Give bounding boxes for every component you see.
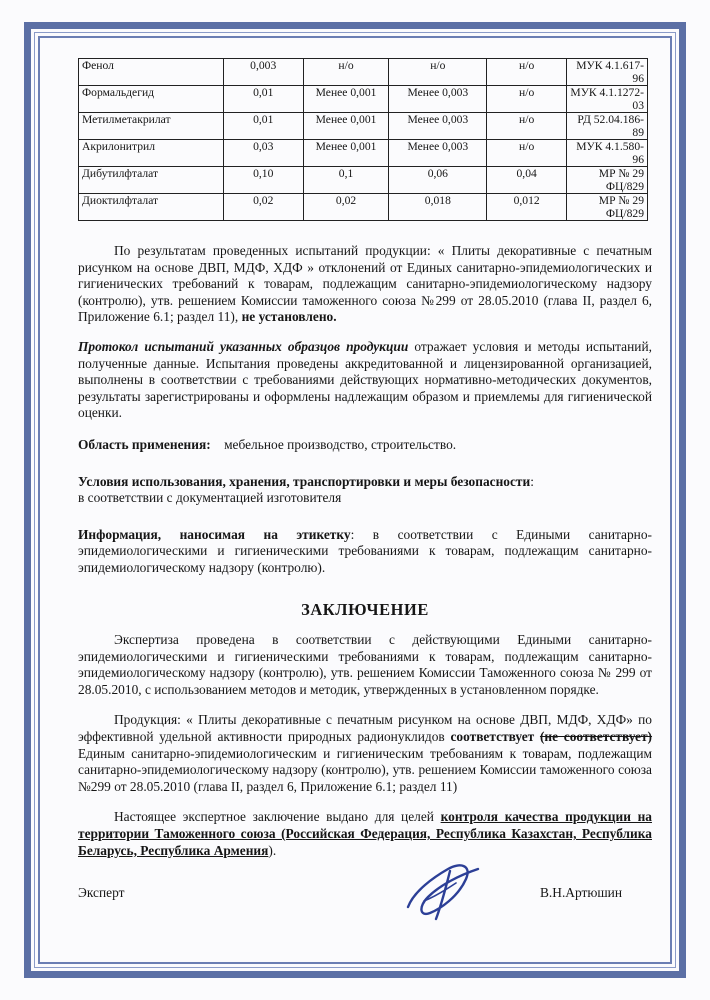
table-cell: 0,03 — [223, 140, 303, 167]
table-cell: н/о — [487, 140, 567, 167]
expert-role: Эксперт — [78, 885, 125, 901]
protocol-paragraph — [78, 339, 652, 422]
purpose-end: ). — [268, 842, 277, 858]
table-cell: Фенол — [79, 59, 224, 86]
table-cell: 0,012 — [487, 194, 567, 221]
table-cell: Менее 0,003 — [389, 113, 487, 140]
table-cell: 0,1 — [303, 167, 389, 194]
table-cell: Менее 0,001 — [303, 113, 389, 140]
purpose-lead: Настоящее экспертное заключение выдано для целей — [114, 809, 434, 825]
table-cell: Менее 0,003 — [389, 86, 487, 113]
non-compliance-struck: (не соответствует) — [539, 729, 653, 745]
purpose-text: контроля качества продукции на территории Таможенного союза (Российская Федерация, Республика Казахстан, Республика Беларусь, Республика Армения — [78, 809, 652, 858]
table-row — [79, 59, 648, 86]
protocol-text: отражает условия и методы испытаний, полученные данные. Испытания проведены аккредитованной и лицензированной организацией, выполнены в соответствии с требованиями действующих нормативно-методических документов, результаты зарегистрированы и оформлены надлежащим образом и приемлемы для гигиенической оценки. — [78, 338, 652, 421]
scope-paragraph — [78, 437, 652, 454]
table-cell: 0,10 — [223, 167, 303, 194]
compliance-verdict: соответствует — [450, 729, 535, 745]
table-cell: РД 52.04.186-89 — [567, 113, 648, 140]
table-row — [79, 194, 648, 221]
table-cell: 0,01 — [223, 86, 303, 113]
table-cell: Акрилонитрил — [79, 140, 224, 167]
table-cell: Диоктилфталат — [79, 194, 224, 221]
table-cell: н/о — [487, 59, 567, 86]
table-cell: н/о — [389, 59, 487, 86]
table-cell: 0,04 — [487, 167, 567, 194]
table-row — [79, 140, 648, 167]
table-cell: Менее 0,001 — [303, 86, 389, 113]
table-cell: 0,01 — [223, 113, 303, 140]
conditions-value: в соответствии с документацией изготовителя — [78, 490, 342, 506]
table-cell: 0,003 — [223, 59, 303, 86]
table-cell: н/о — [487, 113, 567, 140]
table-cell: Менее 0,001 — [303, 140, 389, 167]
results-paragraph — [78, 243, 652, 326]
table-cell: МР № 29 ФЦ/829 — [567, 194, 648, 221]
signature-row — [78, 879, 652, 919]
table-cell: Метилметакрилат — [79, 113, 224, 140]
table-row — [79, 86, 648, 113]
label-info-text: : в соответствии с Едиными санитарно-эпидемиологическими и гигиеническими требованиями к товарам, подлежащим санитарно-эпидемиологическому надзору (контролю). — [78, 526, 652, 575]
table-row — [79, 167, 648, 194]
test-results-table — [78, 58, 648, 221]
table-cell: МР № 29 ФЦ/829 — [567, 167, 648, 194]
table-cell: 0,018 — [389, 194, 487, 221]
table-cell: 0,02 — [303, 194, 389, 221]
conditions-colon: : — [530, 473, 534, 489]
conclusion-paragraph-2 — [78, 712, 652, 795]
conditions-paragraph — [78, 474, 652, 507]
table-cell: н/о — [487, 86, 567, 113]
protocol-lead: Протокол испытаний указанных образцов продукции — [78, 338, 409, 354]
conclusion-paragraph-1: Экспертиза проведена в соответствии с действующими Едиными санитарно-эпидемиологическими и гигиеническими требованиями к товарам, подлежащим санитарно-эпидемиологическому надзору (контролю), утв. решением Комиссии Таможенного союза № 299 от 28.05.2010, с использованием методов и методик, утвержденных в установленном порядке. — [78, 632, 652, 697]
results-verdict: не установлено. — [241, 309, 337, 325]
handwritten-signature — [400, 857, 488, 925]
table-cell: 0,02 — [223, 194, 303, 221]
scope-label: Область применения: — [78, 436, 211, 452]
expert-name: В.Н.Артюшин — [540, 885, 622, 901]
product-text: Продукция: « Плиты декоративные с печатным рисунком на основе ДВП, МДФ, ХДФ» по эффективной удельной активности природных радионуклидов — [78, 712, 652, 745]
label-info-lead: Информация, наносимая на этикетку — [78, 526, 351, 542]
conclusion-paragraph-3 — [78, 809, 652, 859]
table-cell: Дибутилфталат — [79, 167, 224, 194]
table-cell: 0,06 — [389, 167, 487, 194]
table-row — [79, 113, 648, 140]
label-info-paragraph — [78, 527, 652, 577]
results-text: По результатам проведенных испытаний продукции: « Плиты декоративные с печатным рисунком на основе ДВП, МДФ, ХДФ » отклонений от Единых санитарно-эпидемиологических и гигиенических требований к товарам, подлежащим санитарно-эпидемиологическому надзору (контролю), утв. решением Комиссии таможенного союза №299 от 28.05.2010 (глава II, раздел 6, Приложение 6.1; раздел 11), — [78, 243, 652, 325]
conditions-label: Условия использования, хранения, транспортировки и меры безопасности — [78, 473, 531, 489]
conclusion-title: ЗАКЛЮЧЕНИЕ — [301, 599, 429, 619]
table-cell: МУК 4.1.1272-03 — [567, 86, 648, 113]
table-cell: Менее 0,003 — [389, 140, 487, 167]
table-cell: МУК 4.1.580-96 — [567, 140, 648, 167]
scope-value: мебельное производство, строительство. — [224, 436, 457, 452]
table-cell: МУК 4.1.617-96 — [567, 59, 648, 86]
requirements-text: Единым санитарно-эпидемиологическим и гигиеническим требованиям к товарам, подлежащим санитарно-эпидемиологическому надзору (контролю), утв. решением Комиссии таможенного союза №299 от 28.05.2010 (глава II, раздел 6, Приложение 6.1; раздел 11) — [78, 745, 652, 794]
document-body — [78, 58, 652, 919]
table-cell: Формальдегид — [79, 86, 224, 113]
table-cell: н/о — [303, 59, 389, 86]
